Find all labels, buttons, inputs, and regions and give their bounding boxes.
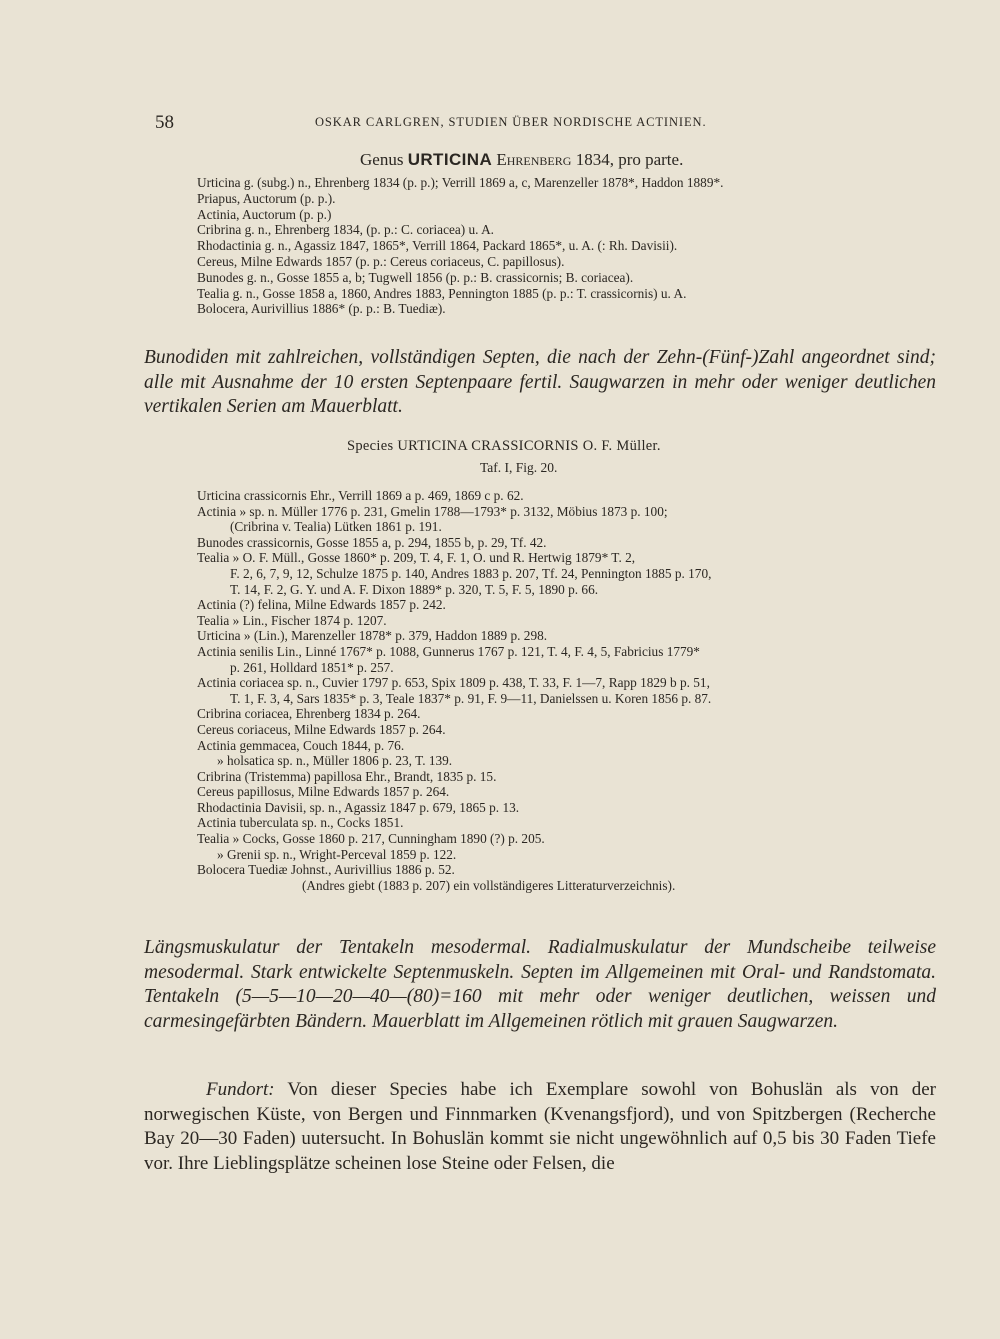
- reference-line: Tealia » O. F. Müll., Gosse 1860* p. 209, T. 4, F. 1, O. und R. Hertwig 1879* T. 2,: [197, 550, 636, 566]
- reference-line: Rhodactinia Davisii, sp. n., Agassiz 1847 p. 679, 1865 p. 13.: [197, 799, 520, 815]
- plate-reference: Taf. I, Fig. 20.: [480, 460, 558, 475]
- locality-label: Fundort:: [206, 1079, 275, 1100]
- reference-line: Cribrina coriacea, Ehrenberg 1834 p. 264.: [197, 706, 421, 722]
- reference-note: (Andres giebt (1883 p. 207) ein vollständigeres Litteraturverzeichnis).: [302, 877, 676, 893]
- species-heading: Species URTICINA CRASSICORNIS O. F. Müller.: [347, 438, 661, 454]
- running-title: OSKAR CARLGREN, STUDIEN ÜBER NORDISCHE ACTINIEN.: [315, 115, 707, 129]
- synonym-line: Cribrina g. n., Ehrenberg 1834, (p. p.: C. coriacea) u. A.: [197, 222, 495, 238]
- reference-line: Cereus coriaceus, Milne Edwards 1857 p. 264.: [197, 721, 446, 737]
- reference-line: Urticina » (Lin.), Marenzeller 1878* p. 379, Haddon 1889 p. 298.: [197, 628, 548, 644]
- reference-line: Tealia » Cocks, Gosse 1860 p. 217, Cunningham 1890 (?) p. 205.: [197, 831, 545, 847]
- reference-line: T. 14, F. 2, G. Y. und A. F. Dixon 1889* p. 320, T. 5, F. 5, 1890 p. 66.: [230, 581, 599, 597]
- reference-line: Actinia gemmacea, Couch 1844, p. 76.: [197, 737, 405, 753]
- synonym-line: Urticina g. (subg.) n., Ehrenberg 1834 (p. p.); Verrill 1869 a, c, Marenzeller 1878*, Haddon 1889*.: [197, 175, 724, 190]
- reference-line: Actinia coriacea sp. n., Cuvier 1797 p. 653, Spix 1809 p. 438, T. 33, F. 1—7, Rapp 1829 b p. 51,: [197, 675, 710, 691]
- synonym-line: Actinia, Auctorum (p. p.): [197, 206, 332, 222]
- reference-line: p. 261, Holldard 1851* p. 257.: [230, 659, 394, 675]
- reference-line: Actinia senilis Lin., Linné 1767* p. 1088, Gunnerus 1767 p. 121, T. 4, F. 4, 5, Fabricius 1779*: [197, 643, 700, 659]
- synonym-line: Tealia g. n., Gosse 1858 a, 1860, Andres 1883, Pennington 1885 (p. p.: T. crassicornis) u. A.: [197, 285, 687, 301]
- reference-line: Actinia (?) felina, Milne Edwards 1857 p. 242.: [197, 597, 446, 613]
- genus-year-note: 1834, pro parte.: [575, 150, 684, 169]
- synonym-line: Cereus, Milne Edwards 1857 (p. p.: Cereus coriaceus, C. papillosus).: [197, 253, 565, 269]
- reference-line: Urticina crassicornis Ehr., Verrill 1869 a p. 469, 1869 c p. 62.: [197, 488, 524, 503]
- reference-line: Bunodes crassicornis, Gosse 1855 a, p. 294, 1855 b, p. 29, Tf. 42.: [197, 534, 547, 550]
- genus-name: URTICINA: [407, 150, 493, 169]
- synonym-line: Bunodes g. n., Gosse 1855 a, b; Tugwell 1856 (p. p.: B. crassicornis; B. coriacea).: [197, 269, 634, 285]
- reference-line: T. 1, F. 3, 4, Sars 1835* p. 3, Teale 1837* p. 91, F. 9—11, Danielssen u. Koren 1856 p. 87.: [230, 690, 712, 706]
- reference-list: [197, 488, 942, 893]
- synonym-line: Priapus, Auctorum (p. p.).: [197, 190, 336, 206]
- genus-heading: [360, 150, 683, 170]
- species-description: Längsmuskulatur der Tentakeln mesodermal. Radialmuskulatur der Mundscheibe teilweise mesodermal. Stark entwickelte Septenmuskeln. Septen im Allgemeinen mit Oral- und Randstomata. Tentakeln (5—5—10—20—40—(80)=160 mit mehr oder weniger deutlichen, weissen und carmesingefärbten Bändern. Mauerblatt im Allgemeinen rötlich mit grauen Saugwarzen.: [144, 937, 936, 1032]
- synonym-list: [197, 175, 937, 317]
- synonym-line: Bolocera, Aurivillius 1886* (p. p.: B. Tuediæ).: [197, 301, 446, 317]
- running-head: [155, 112, 755, 134]
- reference-line: Cereus papillosus, Milne Edwards 1857 p. 264.: [197, 784, 450, 800]
- page-number: 58: [155, 112, 174, 133]
- genus-diagnosis: Bunodiden mit zahlreichen, vollständigen Septen, die nach der Zehn-(Fünf-)Zahl angeordnet sind; alle mit Ausnahme der 10 ersten Septenpaare fertil. Saugwarzen in mehr oder weniger deutlichen vertikalen Serien am Mauerblatt.: [144, 347, 936, 417]
- reference-line: Actinia tuberculata sp. n., Cocks 1851.: [197, 815, 404, 831]
- locality-text: Von dieser Species habe ich Exemplare sowohl von Bohuslän als von der norwegischen Küste, von Bergen und Finnmarken (Kvenangsfjord), und von Spitzbergen (Recherche Bay 20—30 Faden) uutersucht. In Bohuslän kommt sie nicht ungewöhnlich auf 0,5 bis 30 Faden Tiefe vor. Ihre Lieblingsplätze scheinen lose Steine oder Felsen, die: [144, 1079, 936, 1174]
- reference-line: Bolocera Tuediæ Johnst., Aurivillius 1886 p. 52.: [197, 862, 455, 878]
- locality-paragraph: [144, 1078, 936, 1176]
- reference-line: » Grenii sp. n., Wright-Perceval 1859 p. 122.: [217, 846, 457, 862]
- reference-line: » holsatica sp. n., Müller 1806 p. 23, T. 139.: [217, 753, 453, 769]
- genus-authority: Ehrenberg: [496, 150, 572, 169]
- synonym-line: Rhodactinia g. n., Agassiz 1847, 1865*, Verrill 1864, Packard 1865*, u. A. (: Rh. Davisii).: [197, 238, 678, 254]
- genus-prefix: Genus: [360, 150, 404, 169]
- reference-line: Cribrina (Tristemma) papillosa Ehr., Brandt, 1835 p. 15.: [197, 768, 497, 784]
- reference-line: Actinia » sp. n. Müller 1776 p. 231, Gmelin 1788—1793* p. 3132, Möbius 1873 p. 100;: [197, 503, 668, 519]
- reference-line: F. 2, 6, 7, 9, 12, Schulze 1875 p. 140, Andres 1883 p. 207, Tf. 24, Pennington 1885 p. 170,: [230, 565, 712, 581]
- reference-line: (Cribrina v. Tealia) Lütken 1861 p. 191.: [230, 519, 442, 535]
- reference-line: Tealia » Lin., Fischer 1874 p. 1207.: [197, 612, 387, 628]
